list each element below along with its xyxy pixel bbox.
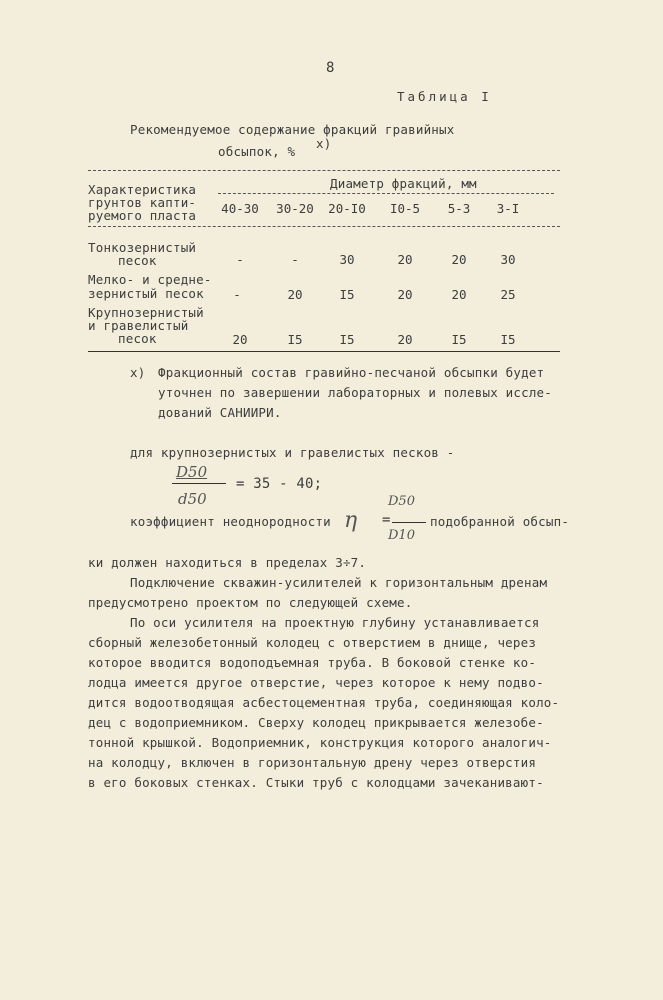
row-label: и гравелистый [88,318,189,333]
table-cell: 20 [397,252,413,267]
formula2-eq: = [382,512,391,528]
table-cell: 20 [451,252,467,267]
formula1-fraction-bar [172,483,226,484]
body-line: на колодцу, включен в горизонтальную дрену через отверстия [88,755,537,770]
table-title-line2: обсыпок, % [218,144,296,159]
row-label: зернистый песок [88,286,204,301]
table-cell: - [236,252,244,267]
body-line: тонной крышкой. Водоприемник, конструкция которого аналогич- [88,735,552,750]
body-line: в его боковых стенках. Стыки труб с колодцами зачеканивают- [88,775,544,790]
table-cell: I5 [500,332,516,347]
formula1-denominator: d50 [178,490,207,508]
body-line: сборный железобетонный колодец с отверстием в днище, через [88,635,537,650]
column-header: 3-I [496,201,520,216]
table-cell: 20 [397,287,413,302]
table-bottom-rule [88,351,560,352]
body-line: предусмотрено проектом по следующей схеме. [88,595,413,610]
formula2-suffix: подобранной обсып- [430,514,570,529]
table-top-rule [88,170,560,171]
table-cell: I5 [451,332,467,347]
table-cell: 30 [339,252,355,267]
row-label: песок [118,331,157,346]
table-cell: 25 [500,287,516,302]
column-header: I0-5 [389,201,421,216]
column-header: 40-30 [221,201,259,216]
page-number: 8 [326,60,335,76]
formula2-numerator: D50 [388,494,415,509]
header-group-rule [218,193,554,194]
table-label: Таблица I [397,89,492,104]
row-label: песок [118,253,157,268]
row-label: Крупнозернистый [88,305,204,320]
footnote-line1: Фракционный состав гравийно-песчаной обсыпки будет [158,365,545,380]
formula2-denominator: D10 [388,528,415,543]
body-line: дится водоотводящая асбестоцементная труба, соединяющая коло- [88,695,560,710]
header-bottom-rule [88,226,560,227]
row-label: Мелко- и средне- [88,272,212,287]
table-cell: - [291,252,299,267]
table-title-footnote-mark: x) [316,136,332,151]
table-cell: 30 [500,252,516,267]
body-line: По оси усилителя на проектную глубину устанавливается [130,615,540,630]
body-line: ки должен находиться в пределах 3÷7. [88,555,367,570]
table-cell: I5 [339,332,355,347]
formula2-symbol: η [344,508,358,533]
table-cell: 20 [232,332,248,347]
body-line: которое вводится водоподъемная труба. В боковой стенке ко- [88,655,537,670]
header-row-label-line3: руемого пласта [88,208,197,223]
formula1-rhs: = 35 - 40; [236,476,323,492]
footnote-line2: уточнен по завершении лабораторных и полевых иссле- [158,385,553,400]
formula2-fraction-bar [392,522,426,523]
row-label: Тонкозернистый [88,240,197,255]
body-line: Подключение скважин-усилителей к горизонтальным дренам [130,575,548,590]
table-cell: - [233,287,241,302]
body-line: лодца имеется другое отверстие, через которое к нему подво- [88,675,544,690]
column-header: 5-3 [447,201,471,216]
column-header: 20-I0 [328,201,366,216]
table-title-line1: Рекомендуемое содержание фракций гравийных [130,122,455,137]
header-row-label-line2: грунтов капти- [88,195,197,210]
header-group-label: Диаметр фракций, мм [330,176,477,191]
header-row-label-line1: Характеристика [88,182,197,197]
body-line: дец с водоприемником. Сверху колодец прикрывается железобе- [88,715,544,730]
table-cell: 20 [287,287,303,302]
table-cell: I5 [339,287,355,302]
formula-intro: для крупнозернистых и гравелистых песков - [130,445,455,460]
table-cell: 20 [451,287,467,302]
footnote-line3: дований САНИИРИ. [158,405,282,420]
formula2-prefix: коэффициент неоднородности [130,514,331,529]
footnote-mark: x) [130,365,146,380]
table-cell: 20 [397,332,413,347]
column-header: 30-20 [276,201,314,216]
table-cell: I5 [287,332,303,347]
formula1-numerator: D50 [176,463,208,481]
